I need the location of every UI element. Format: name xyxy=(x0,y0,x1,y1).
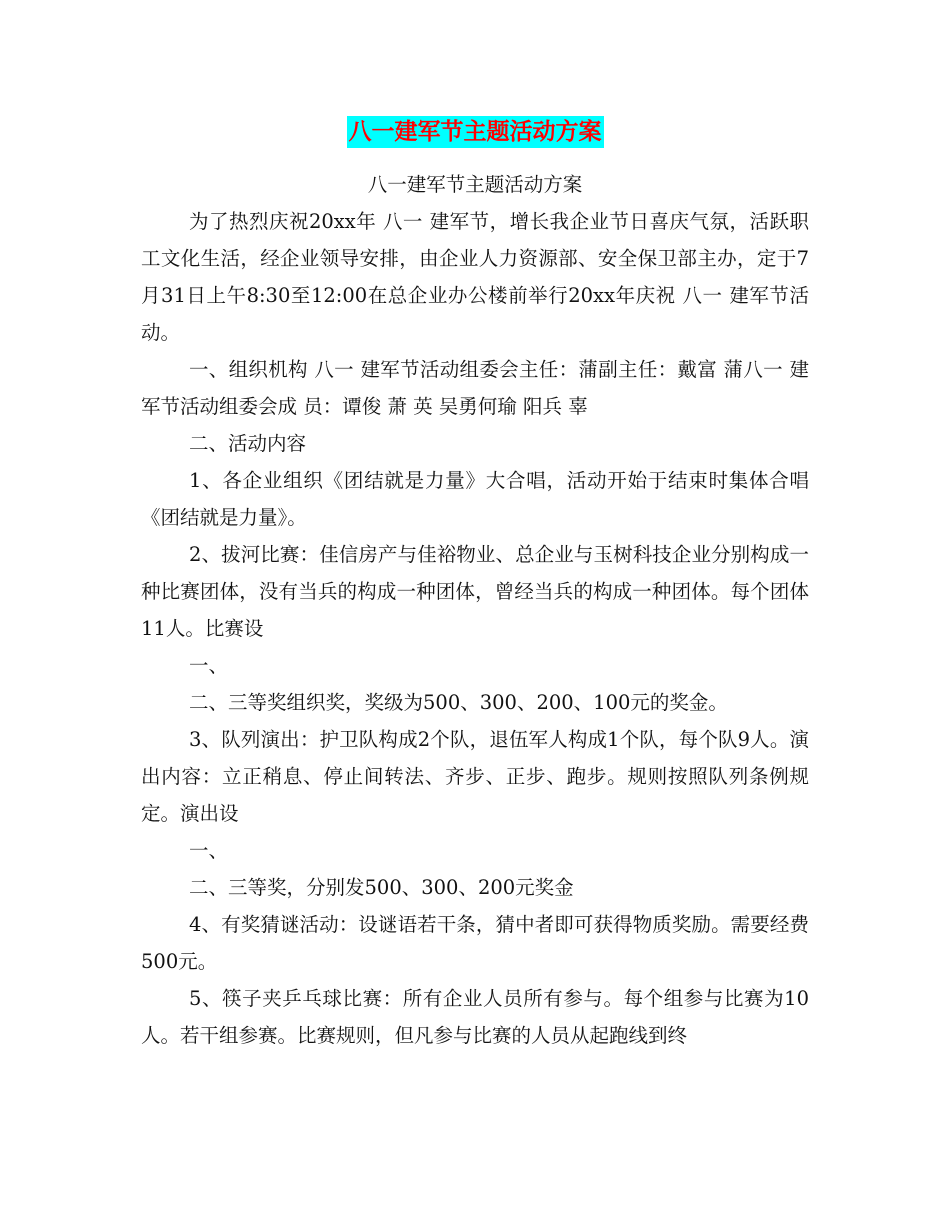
paragraph-organization: 一、组织机构 八一 建军节活动组委会主任：蒲副主任：戴富 蒲八一 建军节活动组委会成 员：谭俊 萧 英 吴勇何瑜 阳兵 辜 xyxy=(141,358,809,418)
document-title xyxy=(0,108,950,152)
paragraph-first-prize-1: 一、 xyxy=(189,654,229,677)
document-subtitle: 八一建军节主题活动方案 xyxy=(367,173,583,196)
document-body xyxy=(141,166,809,1054)
paragraph-content-heading: 二、活动内容 xyxy=(189,432,307,455)
paragraph-intro: 为了热烈庆祝20xx年 八一 建军节，增长我企业节日喜庆气氛，活跃职工文化生活，经企业领导安排，由企业人力资源部、安全保卫部主办，定于7月31日上午8:30至12:00在总企业办公楼前举行20xx年庆祝 八一 建军节活动。 xyxy=(141,210,809,344)
paragraph-chorus: 1、各企业组织《团结就是力量》大合唱，活动开始于结束时集体合唱《团结就是力量》。 xyxy=(141,469,809,529)
paragraph-prizes-1: 二、三等奖组织奖，奖级为500、300、200、100元的奖金。 xyxy=(189,691,728,714)
paragraph-prizes-2: 二、三等奖，分别发500、300、200元奖金 xyxy=(189,876,574,899)
document-title-text: 八一建军节主题活动方案 xyxy=(347,116,604,148)
paragraph-tug-of-war: 2、拔河比赛：佳信房产与佳裕物业、总企业与玉树科技企业分别构成一种比赛团体，没有当兵的构成一种团体，曾经当兵的构成一种团体。每个团体11人。比赛设 xyxy=(141,543,809,640)
paragraph-drill: 3、队列演出：护卫队构成2个队，退伍军人构成1个队，每个队9人。演出内容：立正稍息、停止间转法、齐步、正步、跑步。规则按照队列条例规定。演出设 xyxy=(141,728,809,825)
paragraph-first-prize-2: 一、 xyxy=(189,839,229,862)
paragraph-chopsticks: 5、筷子夹乒乓球比赛：所有企业人员所有参与。每个组参与比赛为10人。若干组参赛。比赛规则，但凡参与比赛的人员从起跑线到终 xyxy=(141,987,809,1047)
paragraph-riddles: 4、有奖猜谜活动：设谜语若干条，猜中者即可获得物质奖励。需要经费500元。 xyxy=(141,913,809,973)
